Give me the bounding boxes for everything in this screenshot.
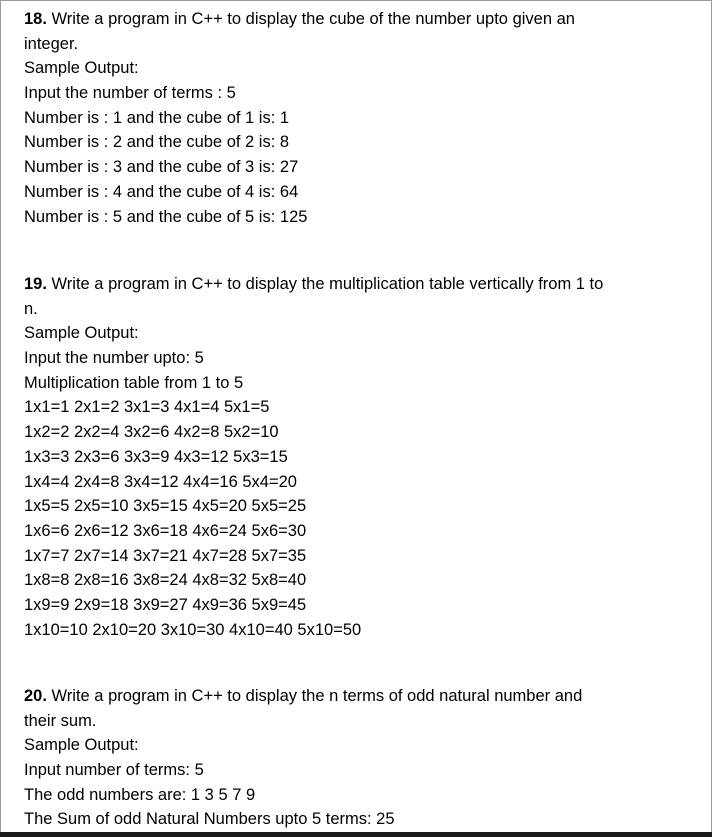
question-20 — [24, 684, 684, 832]
question-prompt — [24, 7, 684, 32]
output-line: 1x9=9 2x9=18 3x9=27 4x9=36 5x9=45 — [24, 595, 307, 614]
question-prompt — [24, 684, 684, 709]
question-prompt — [24, 272, 684, 297]
question-19 — [24, 272, 684, 642]
output-line: Number is : 2 and the cube of 2 is: 8 — [24, 133, 290, 152]
output-line: Input number of terms: 5 — [24, 761, 204, 780]
prompt-continuation: their sum. — [24, 711, 97, 730]
output-line: Number is : 1 and the cube of 1 is: 1 — [24, 108, 290, 127]
prompt-continuation: integer. — [24, 34, 79, 53]
output-line: 1x1=1 2x1=2 3x1=3 4x1=4 5x1=5 — [24, 398, 270, 417]
prompt-text: Write a program in C++ to display the n terms of odd natural number and — [51, 687, 583, 705]
output-line: 1x8=8 2x8=16 3x8=24 4x8=32 5x8=40 — [24, 571, 307, 590]
output-line: 1x4=4 2x4=8 3x4=12 4x4=16 5x4=20 — [24, 472, 297, 491]
sample-output-label: Sample Output: — [24, 324, 139, 343]
prompt-continuation: n. — [24, 299, 38, 318]
output-line: 1x6=6 2x6=12 3x6=18 4x6=24 5x6=30 — [24, 521, 307, 540]
sample-output-label: Sample Output: — [24, 736, 139, 755]
output-line: The Sum of odd Natural Numbers upto 5 terms: 25 — [24, 810, 395, 829]
output-line: 1x5=5 2x5=10 3x5=15 4x5=20 5x5=25 — [24, 497, 307, 516]
output-line: 1x10=10 2x10=20 3x10=30 4x10=40 5x10=50 — [24, 620, 362, 639]
output-line: 1x2=2 2x2=4 3x2=6 4x2=8 5x2=10 — [24, 423, 279, 442]
prompt-text: Write a program in C++ to display the multiplication table vertically from 1 to — [51, 275, 604, 293]
question-number: 18. — [24, 10, 47, 28]
question-18 — [24, 7, 684, 229]
bottom-edge-bar — [0, 832, 712, 837]
output-line: Number is : 4 and the cube of 4 is: 64 — [24, 182, 299, 201]
prompt-text: Write a program in C++ to display the cube of the number upto given an — [51, 10, 575, 28]
output-line: Input the number upto: 5 — [24, 349, 204, 368]
output-line: Number is : 5 and the cube of 5 is: 125 — [24, 207, 308, 226]
question-number: 20. — [24, 687, 47, 705]
output-line: 1x7=7 2x7=14 3x7=21 4x7=28 5x7=35 — [24, 546, 307, 565]
sample-output-label: Sample Output: — [24, 59, 139, 78]
output-line: Input the number of terms : 5 — [24, 84, 236, 103]
output-line: The odd numbers are: 1 3 5 7 9 — [24, 785, 256, 804]
output-line: Number is : 3 and the cube of 3 is: 27 — [24, 158, 299, 177]
output-line: 1x3=3 2x3=6 3x3=9 4x3=12 5x3=15 — [24, 447, 288, 466]
output-line: Multiplication table from 1 to 5 — [24, 373, 244, 392]
question-number: 19. — [24, 275, 47, 293]
